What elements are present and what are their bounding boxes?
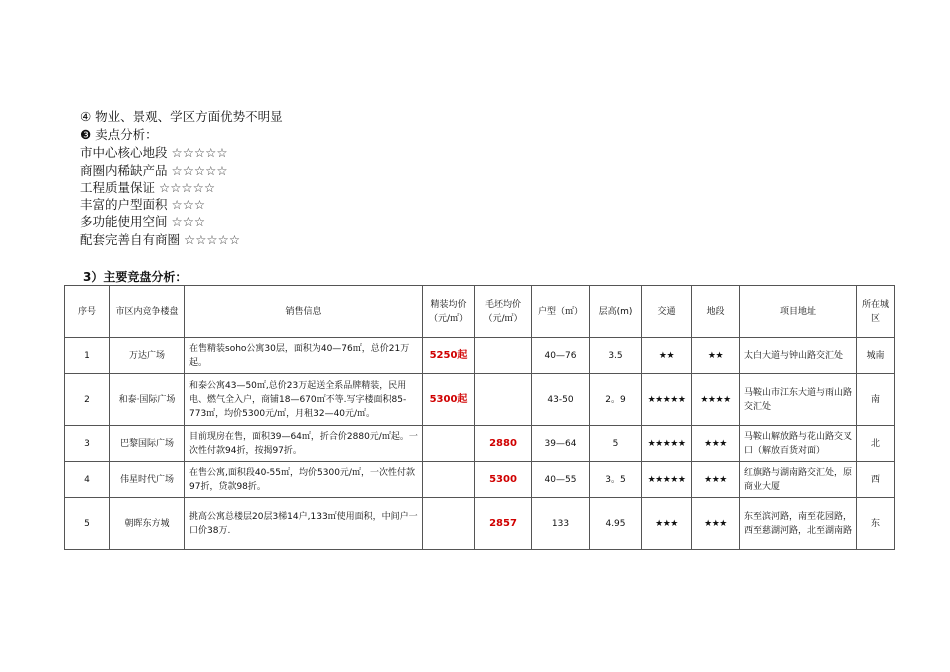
- cell-district: 城南: [857, 338, 895, 374]
- cell-name: 朝晖东方城: [110, 498, 185, 550]
- cell-district: 东: [857, 498, 895, 550]
- cell-no: 5: [65, 498, 110, 550]
- header-address: 项目地址: [740, 286, 857, 338]
- cell-height: 3.5: [590, 338, 642, 374]
- selling-point: 丰富的户型面积 ☆☆☆: [80, 197, 206, 212]
- table-row: [65, 426, 895, 462]
- selling-point: 工程质量保证 ☆☆☆☆☆: [80, 180, 216, 195]
- cell-location: ★★★★: [692, 374, 740, 426]
- selling-point: 市中心核心地段 ☆☆☆☆☆: [80, 145, 228, 160]
- cell-height: 5: [590, 426, 642, 462]
- cell-no: 1: [65, 338, 110, 374]
- rating-stars: ☆☆☆☆☆: [171, 145, 228, 160]
- competitor-table: [64, 285, 895, 550]
- table-header-row: [65, 286, 895, 338]
- table-row: [65, 498, 895, 550]
- rating-stars: ☆☆☆: [171, 214, 206, 229]
- cell-fine-price: [423, 426, 475, 462]
- cell-location: ★★: [692, 338, 740, 374]
- cell-address: 东至滨河路，南至花园路，西至慈湖河路，北至湖南路: [740, 498, 857, 550]
- cell-info: 挑高公寓总楼层20层3梯14户,133㎡使用面积，中间户一口价38万.: [185, 498, 423, 550]
- cell-height: 4.95: [590, 498, 642, 550]
- cell-info: 在售公寓,面积段40-55㎡，均价5300元/㎡，一次性付款97折，贷款98折。: [185, 462, 423, 498]
- cell-rough-price: 2857: [475, 498, 532, 550]
- rating-stars: ☆☆☆☆☆: [159, 180, 216, 195]
- rating-stars: ☆☆☆☆☆: [184, 232, 241, 247]
- cell-height: 3。5: [590, 462, 642, 498]
- selling-point: 配套完善自有商圈 ☆☆☆☆☆: [80, 232, 241, 247]
- cell-location: ★★★: [692, 462, 740, 498]
- selling-points-heading: ❸ 卖点分析：: [80, 127, 158, 142]
- cell-rough-price: 5300: [475, 462, 532, 498]
- selling-point: 多功能使用空间 ☆☆☆: [80, 214, 206, 229]
- table-row: [65, 462, 895, 498]
- cell-info: 和泰公寓43—50㎡,总价23万起送全系品牌精装，民用电、燃气全入户，商铺18—670㎡不等.写字楼面积85-773㎡，均价5300元/㎡，月租32—40元/㎡。: [185, 374, 423, 426]
- header-no: 序号: [65, 286, 110, 338]
- cell-traffic: ★★: [642, 338, 692, 374]
- cell-traffic: ★★★★★: [642, 462, 692, 498]
- cell-fine-price: [423, 498, 475, 550]
- cell-fine-price: [423, 462, 475, 498]
- rating-stars: ☆☆☆: [171, 197, 206, 212]
- cell-name: 和泰·国际广场: [110, 374, 185, 426]
- header-fine-price: 精装均价（元/㎡）: [423, 286, 475, 338]
- cell-info: 在售精装soho公寓30层，面积为40—76㎡，总价21万起。: [185, 338, 423, 374]
- cell-unit: 40—76: [532, 338, 590, 374]
- header-location: 地段: [692, 286, 740, 338]
- disadvantage-item: ④ 物业、景观、学区方面优势不明显: [80, 109, 283, 124]
- cell-address: 太白大道与钟山路交汇处: [740, 338, 857, 374]
- cell-address: 红旗路与湖南路交汇处，原商业大厦: [740, 462, 857, 498]
- header-sales-info: 销售信息: [185, 286, 423, 338]
- cell-address: 马鞍山解放路与花山路交叉口（解放百货对面）: [740, 426, 857, 462]
- cell-traffic: ★★★★★: [642, 426, 692, 462]
- cell-no: 4: [65, 462, 110, 498]
- cell-name: 伟星时代广场: [110, 462, 185, 498]
- header-unit-size: 户型（㎡）: [532, 286, 590, 338]
- table-row: [65, 374, 895, 426]
- cell-location: ★★★: [692, 426, 740, 462]
- cell-fine-price: 5250起: [423, 338, 475, 374]
- selling-point: 商圈内稀缺产品 ☆☆☆☆☆: [80, 163, 228, 178]
- cell-district: 北: [857, 426, 895, 462]
- cell-unit: 43-50: [532, 374, 590, 426]
- cell-rough-price: 2880: [475, 426, 532, 462]
- cell-no: 2: [65, 374, 110, 426]
- cell-unit: 39—64: [532, 426, 590, 462]
- cell-unit: 40—55: [532, 462, 590, 498]
- cell-address: 马鞍山市江东大道与雨山路交汇处: [740, 374, 857, 426]
- section-title: 3）主要竞盘分析：: [83, 270, 188, 284]
- table-row: [65, 338, 895, 374]
- cell-location: ★★★: [692, 498, 740, 550]
- cell-info: 目前现房在售，面积39—64㎡，折合价2880元/㎡起。一次性付款94折，按揭97折。: [185, 426, 423, 462]
- cell-district: 南: [857, 374, 895, 426]
- rating-stars: ☆☆☆☆☆: [171, 163, 228, 178]
- cell-name: 万达广场: [110, 338, 185, 374]
- cell-no: 3: [65, 426, 110, 462]
- header-floor-height: 层高(m): [590, 286, 642, 338]
- cell-traffic: ★★★★★: [642, 374, 692, 426]
- cell-rough-price: [475, 374, 532, 426]
- header-project: 市区内竞争楼盘: [110, 286, 185, 338]
- cell-name: 巴黎国际广场: [110, 426, 185, 462]
- header-rough-price: 毛坯均价（元/㎡）: [475, 286, 532, 338]
- cell-height: 2。9: [590, 374, 642, 426]
- cell-unit: 133: [532, 498, 590, 550]
- cell-district: 西: [857, 462, 895, 498]
- header-district: 所在城区: [857, 286, 895, 338]
- cell-fine-price: 5300起: [423, 374, 475, 426]
- cell-rough-price: [475, 338, 532, 374]
- cell-traffic: ★★★: [642, 498, 692, 550]
- header-traffic: 交通: [642, 286, 692, 338]
